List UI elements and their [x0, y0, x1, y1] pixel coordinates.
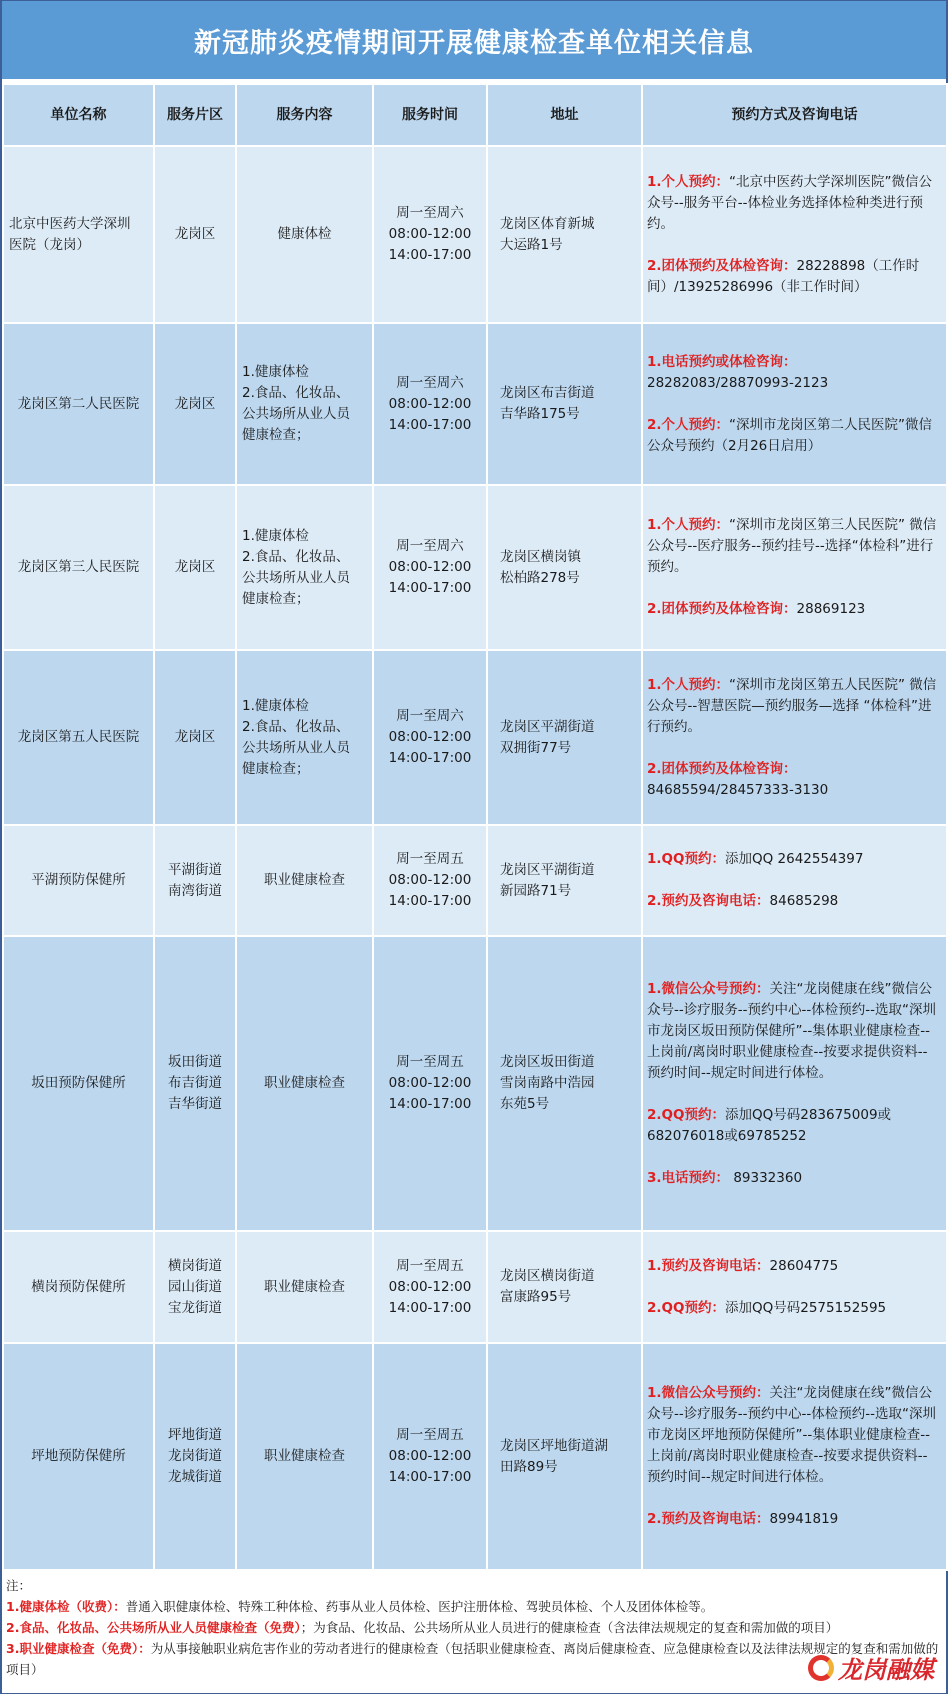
cell-unit-name-line: 龙岗区第三人民医院: [17, 559, 140, 575]
contact-label: 2.团体预约及体检咨询：: [647, 601, 797, 617]
cell-service-content: [236, 146, 373, 323]
cell-unit-name: [3, 1343, 154, 1570]
contact-label: 2.QQ预约：: [647, 1106, 725, 1123]
contact-item: [647, 1256, 940, 1277]
cell-service-time-line: 08:00-12:00: [388, 1278, 472, 1295]
cell-service-time: [373, 485, 487, 650]
cell-service-time: [373, 1343, 487, 1570]
cell-service-content: [236, 1343, 373, 1570]
cell-service-time: [373, 323, 487, 485]
cell-service-content-line: 职业健康检查: [264, 1448, 345, 1464]
contact-item: [647, 675, 940, 738]
cell-address-line: 龙岗区横岗镇: [500, 548, 581, 565]
cell-service-area: [154, 936, 236, 1231]
cell-unit-name: [3, 825, 154, 936]
cell-service-area-line: 吉华街道: [168, 1096, 222, 1112]
contact-item: [647, 1298, 940, 1319]
col-header-address: 地址: [487, 84, 642, 146]
contact-item: [647, 172, 940, 235]
spacer: [647, 235, 940, 256]
cell-service-content-line: 健康体检: [277, 226, 332, 242]
contact-item: [647, 979, 940, 1084]
cell-service-time-line: 08:00-12:00: [388, 729, 472, 745]
cell-service-content-line: 1.健康体检: [242, 527, 309, 544]
cell-service-area-line: 宝龙街道: [168, 1299, 222, 1316]
cell-address-line: 龙岗区横岗街道: [500, 1268, 595, 1284]
cell-unit-name: [3, 650, 154, 825]
cell-service-area-line: 龙岗区: [174, 395, 216, 412]
cell-unit-name: [3, 485, 154, 650]
cell-service-time-line: 周一至周五: [396, 1054, 464, 1070]
contact-label: 2.QQ预约：: [647, 1299, 725, 1316]
cell-address-line: 吉华路175号: [500, 406, 580, 422]
cell-address: [487, 825, 642, 936]
cell-service-time: [373, 825, 487, 936]
spacer: [647, 738, 940, 759]
contact-text: 添加QQ号码2575152595: [724, 1299, 887, 1316]
cell-address-line: 松柏路278号: [500, 569, 580, 586]
cell-service-area-line: 园山街道: [168, 1278, 222, 1295]
cell-service-content-line: 公共场所从业人员: [242, 569, 350, 586]
cell-service-content: [236, 323, 373, 485]
cell-address-line: 龙岗区布吉街道: [500, 385, 595, 401]
cell-service-time-line: 14:00-17:00: [388, 750, 472, 766]
cell-service-content-line: 1.健康体检: [242, 697, 309, 714]
cell-address-line: 双拥街77号: [500, 739, 572, 756]
contact-label: 1.个人预约：: [647, 676, 730, 693]
table-row: [3, 323, 947, 485]
cell-address-line: 大运路1号: [500, 236, 563, 253]
note-text: 普通入职健康体检、特殊工种体检、药事从业人员体检、医护注册体检、驾驶员体检、个人及团体体检等。: [125, 1599, 714, 1614]
contact-label: 2.预约及咨询电话：: [647, 1511, 770, 1527]
cell-service-area-line: 龙岗区: [174, 559, 216, 575]
cell-unit-name-line: 平湖预防保健所: [31, 872, 126, 888]
spacer: [647, 578, 940, 599]
cell-service-area-line: 龙岗区: [174, 729, 216, 745]
spacer: [647, 394, 940, 415]
cell-service-area: [154, 146, 236, 323]
cell-unit-name: [3, 323, 154, 485]
table-row: [3, 650, 947, 825]
cell-unit-name-line: 龙岗区第二人民医院: [17, 395, 140, 412]
contact-label: 2.团体预约及体检咨询：: [647, 257, 797, 274]
spacer: [647, 1488, 940, 1509]
cell-contact: [642, 1231, 947, 1343]
note-item: [6, 1617, 942, 1638]
contact-text: 添加QQ 2642554397: [724, 851, 864, 867]
cell-service-area-line: 龙岗区: [174, 226, 216, 242]
cell-service-area: [154, 485, 236, 650]
cell-unit-name: [3, 146, 154, 323]
cell-service-time-line: 14:00-17:00: [388, 1299, 472, 1316]
cell-service-area-line: 坂田街道: [168, 1054, 222, 1070]
cell-service-area-line: 布吉街道: [168, 1075, 222, 1091]
note-label: 1.健康体检（收费）：: [6, 1599, 126, 1614]
cell-service-content-line: 1.健康体检: [242, 364, 309, 380]
cell-service-area-line: 龙岗街道: [168, 1448, 222, 1464]
spacer: [647, 870, 940, 891]
contact-item: [647, 415, 940, 457]
cell-service-content: [236, 825, 373, 936]
col-header-time: 服务时间: [373, 84, 487, 146]
cell-service-content-line: 职业健康检查: [264, 872, 345, 888]
table-row: [3, 1343, 947, 1570]
cell-address: [487, 650, 642, 825]
cell-service-time-line: 周一至周六: [396, 374, 464, 391]
cell-service-area: [154, 323, 236, 485]
cell-service-time-line: 14:00-17:00: [388, 580, 472, 596]
cell-service-content: [236, 936, 373, 1231]
cell-unit-name: [3, 936, 154, 1231]
cell-address-line: 新园路71号: [500, 882, 572, 899]
contact-item: [647, 515, 940, 578]
table-row: [3, 146, 947, 323]
note-text: 为从事接触职业病危害作业的劳动者进行的健康检查（包括职业健康检查、离岗后健康检查、应急健康检查以及法律法规规定的复查和需加做的项目）: [6, 1641, 939, 1677]
cell-unit-name-line: 北京中医药大学深圳: [9, 215, 131, 232]
cell-service-time: [373, 936, 487, 1231]
cell-service-area-line: 龙城街道: [168, 1469, 222, 1485]
cell-service-time-line: 周一至周六: [396, 708, 464, 724]
cell-service-time-line: 周一至周五: [396, 851, 464, 867]
cell-contact: [642, 485, 947, 650]
contact-text: 28228898（工作时间）/13925286996（非工作时间）: [647, 257, 920, 295]
contact-label: 2.团体预约及体检咨询：: [647, 760, 797, 777]
note-item: [6, 1638, 942, 1680]
cell-service-area-line: 南湾街道: [168, 882, 222, 899]
cell-service-content: [236, 1231, 373, 1343]
cell-service-time: [373, 146, 487, 323]
contact-item: [647, 1168, 940, 1189]
cell-contact: [642, 936, 947, 1231]
contact-text: 28869123: [796, 601, 866, 617]
cell-service-time-line: 14:00-17:00: [388, 247, 472, 263]
cell-service-content-line: 健康检查；: [242, 590, 310, 607]
contact-label: 2.预约及咨询电话：: [647, 893, 770, 909]
cell-address-line: 田路89号: [500, 1458, 558, 1475]
cell-service-time-line: 14:00-17:00: [388, 416, 472, 433]
table-row: [3, 1231, 947, 1343]
cell-contact: [642, 323, 947, 485]
cell-address-line: 东苑5号: [500, 1096, 550, 1112]
watermark-logo: [808, 1650, 934, 1685]
contact-text: 89332360: [729, 1169, 803, 1186]
cell-service-time-line: 08:00-12:00: [388, 1448, 472, 1464]
contact-text: 84685594/28457333-3130: [647, 781, 829, 798]
cell-service-time-line: 14:00-17:00: [388, 893, 472, 909]
cell-address: [487, 1343, 642, 1570]
note-item: [6, 1596, 942, 1617]
cell-unit-name-line: 坪地预防保健所: [31, 1448, 126, 1464]
page-title: 新冠肺炎疫情期间开展健康检查单位相关信息: [194, 27, 754, 59]
contact-label: 1.微信公众号预约：: [647, 980, 770, 997]
cell-address-line: 龙岗区坪地街道湖: [500, 1437, 608, 1454]
cell-service-time-line: 08:00-12:00: [388, 872, 472, 888]
contact-text: 28282083/28870993-2123: [647, 374, 829, 391]
contact-item: [647, 256, 940, 298]
cell-address-line: 龙岗区坂田街道: [500, 1054, 595, 1070]
spacer: [647, 1147, 940, 1168]
contact-item: [647, 352, 940, 394]
contact-text: “深圳市龙岗区第二人民医院”微信公众号预约（2月26日启用）: [647, 416, 933, 454]
cell-address-line: 龙岗区体育新城: [500, 215, 595, 232]
cell-address: [487, 485, 642, 650]
contact-text: 89941819: [769, 1511, 839, 1527]
cell-service-content-line: 公共场所从业人员: [242, 406, 350, 422]
cell-unit-name-line: 横岗预防保健所: [31, 1278, 126, 1295]
contact-item: [647, 891, 940, 912]
note-label: 3.职业健康检查（免费）：: [6, 1641, 151, 1656]
contact-text: “深圳市龙岗区第五人民医院” 微信公众号--智慧医院—预约服务—选择 “体检科”进行预约。: [647, 676, 937, 735]
contact-label: 1.微信公众号预约：: [647, 1385, 770, 1401]
cell-service-time: [373, 650, 487, 825]
table-row: [3, 485, 947, 650]
cell-address: [487, 1231, 642, 1343]
cell-address-line: 雪岗南路中浩园: [500, 1075, 595, 1091]
col-header-area: 服务片区: [154, 84, 236, 146]
cell-service-area: [154, 1343, 236, 1570]
notes-heading: 注：: [6, 1578, 32, 1593]
cell-service-content-line: 健康检查；: [242, 427, 310, 443]
contact-text: 28604775: [769, 1257, 839, 1274]
cell-service-time-line: 08:00-12:00: [388, 226, 472, 242]
contact-text: “北京中医药大学深圳医院”微信公众号--服务平台--体检业务选择体检种类进行预约。: [647, 173, 933, 232]
col-header-name: 单位名称: [3, 84, 154, 146]
logo-icon: [808, 1655, 834, 1681]
logo-text: 龙岗融媒: [838, 1656, 934, 1684]
col-header-content: 服务内容: [236, 84, 373, 146]
cell-service-content-line: 公共场所从业人员: [242, 739, 350, 756]
note-text: ；为食品、化妆品、公共场所从业人员进行的健康检查（含法律法规规定的复查和需加做的项目）: [300, 1620, 839, 1635]
contact-label: 1.预约及咨询电话：: [647, 1257, 770, 1274]
contact-text: 关注“龙岗健康在线”微信公众号--诊疗服务--预约中心--体检预约--选取“深圳市龙岗区坂田预防保健所”--集体职业健康检查--上岗前/离岗时职业健康检查--按要求提供资料--预约时间--规定时间进行体检。: [647, 980, 936, 1081]
contact-item: [647, 849, 940, 870]
contact-item: [647, 759, 940, 801]
table-header-row: [3, 84, 947, 146]
cell-service-content-line: 2.食品、化妆品、: [242, 548, 350, 565]
info-table: [2, 83, 948, 1571]
contact-label: 1.个人预约：: [647, 517, 730, 533]
table-row: [3, 936, 947, 1231]
contact-text: 84685298: [769, 893, 839, 909]
cell-service-content-line: 健康检查；: [242, 760, 310, 777]
cell-service-time-line: 14:00-17:00: [388, 1096, 472, 1112]
cell-contact: [642, 650, 947, 825]
cell-service-content-line: 2.食品、化妆品、: [242, 385, 350, 401]
cell-unit-name: [3, 1231, 154, 1343]
cell-service-time-line: 周一至周六: [396, 538, 464, 554]
cell-service-content: [236, 485, 373, 650]
contact-label: 1.电话预约或体检咨询：: [647, 353, 797, 370]
cell-service-time: [373, 1231, 487, 1343]
contact-label: 2.个人预约：: [647, 416, 730, 433]
cell-address: [487, 936, 642, 1231]
cell-service-area: [154, 825, 236, 936]
contact-item: [647, 1383, 940, 1488]
cell-service-content-line: 2.食品、化妆品、: [242, 718, 350, 735]
cell-unit-name-line: 龙岗区第五人民医院: [17, 729, 140, 745]
cell-service-area-line: 坪地街道: [168, 1427, 222, 1443]
cell-address-line: 富康路95号: [500, 1289, 572, 1305]
contact-text: “深圳市龙岗区第三人民医院” 微信公众号--医疗服务--预约挂号--选择“体检科”进行预约。: [647, 517, 937, 575]
cell-service-content: [236, 650, 373, 825]
cell-contact: [642, 1343, 947, 1570]
cell-service-time-line: 08:00-12:00: [388, 559, 472, 575]
contact-text: 关注“龙岗健康在线”微信公众号--诊疗服务--预约中心--体检预约--选取“深圳市龙岗区坪地预防保健所”--集体职业健康检查--上岗前/离岗时职业健康检查--按要求提供资料--预约时间--规定时间进行体检。: [647, 1385, 936, 1485]
spacer: [647, 1277, 940, 1298]
cell-address-line: 龙岗区平湖街道: [500, 718, 595, 735]
note-label: 2.食品、化妆品、公共场所从业人员健康检查（免费）: [6, 1620, 301, 1635]
cell-service-time-line: 周一至周五: [396, 1427, 464, 1443]
cell-service-content-line: 职业健康检查: [264, 1075, 345, 1091]
table-row: [3, 825, 947, 936]
contact-item: [647, 1105, 940, 1147]
cell-service-area: [154, 1231, 236, 1343]
notes-section: [2, 1571, 946, 1680]
cell-service-area: [154, 650, 236, 825]
contact-item: [647, 1509, 940, 1530]
contact-label: 1.个人预约：: [647, 173, 730, 190]
cell-address: [487, 146, 642, 323]
cell-service-time-line: 08:00-12:00: [388, 1075, 472, 1091]
contact-text: 添加QQ号码283675009或682076018或69785252: [647, 1106, 892, 1144]
cell-service-area-line: 平湖街道: [168, 861, 222, 878]
cell-service-time-line: 周一至周五: [396, 1257, 464, 1274]
title-bar: [2, 1, 946, 83]
cell-service-time-line: 周一至周六: [396, 205, 464, 221]
contact-label: 3.电话预约：: [647, 1169, 730, 1186]
cell-contact: [642, 146, 947, 323]
col-header-contact: 预约方式及咨询电话: [642, 84, 947, 146]
cell-address-line: 龙岗区平湖街道: [500, 861, 595, 878]
cell-service-time-line: 08:00-12:00: [388, 395, 472, 412]
cell-service-time-line: 14:00-17:00: [388, 1469, 472, 1485]
contact-label: 1.QQ预约：: [647, 851, 725, 867]
cell-contact: [642, 825, 947, 936]
contact-item: [647, 599, 940, 620]
cell-service-area-line: 横岗街道: [168, 1257, 222, 1274]
cell-unit-name-line: 坂田预防保健所: [31, 1075, 126, 1091]
cell-unit-name-line: 医院（龙岗）: [9, 236, 90, 253]
spacer: [647, 1084, 940, 1105]
cell-address: [487, 323, 642, 485]
cell-service-content-line: 职业健康检查: [264, 1278, 345, 1295]
